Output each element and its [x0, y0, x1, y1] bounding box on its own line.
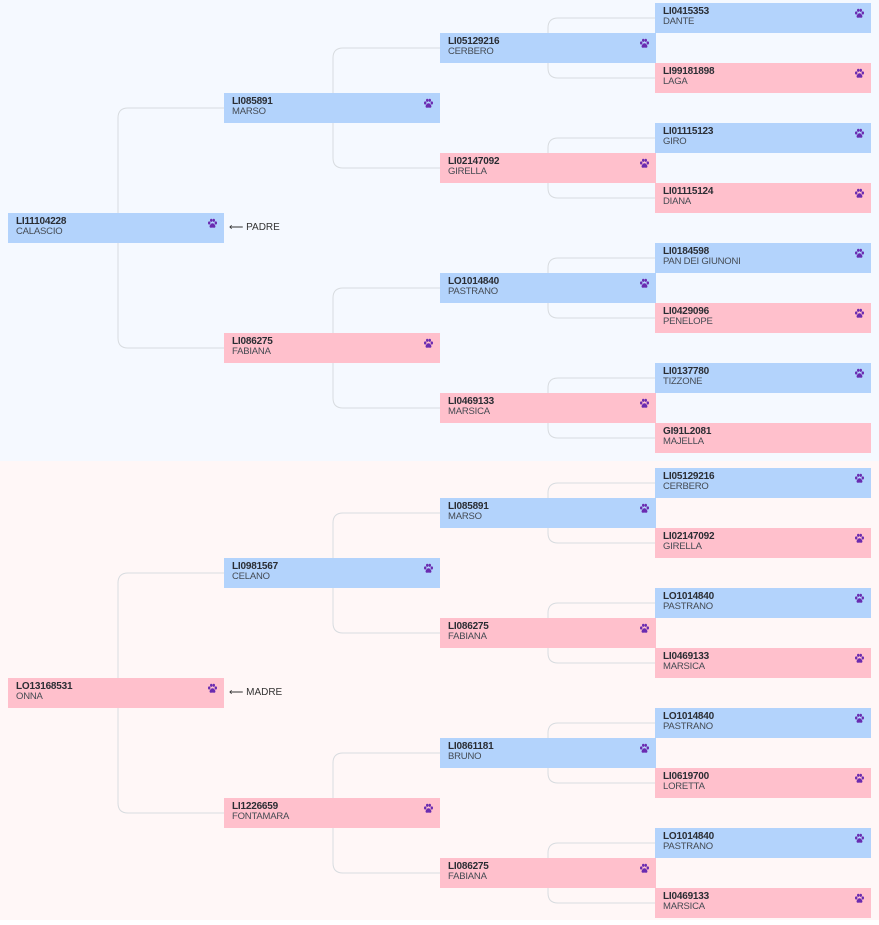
- dog-code: LO1014840: [448, 276, 500, 287]
- dog-code: LI085891: [448, 501, 489, 512]
- dog-code: LI02147092: [663, 531, 715, 542]
- dog-name: MARSICA: [448, 406, 490, 417]
- dog-code: LI0981567: [232, 561, 279, 572]
- dam-g2-card[interactable]: [440, 858, 656, 888]
- dog-name: ONNA: [16, 691, 43, 702]
- dam-g2-card[interactable]: [440, 738, 656, 768]
- dam-g3-card[interactable]: [655, 468, 871, 498]
- dog-name: GIRELLA: [448, 166, 487, 177]
- paw-icon[interactable]: [854, 368, 865, 379]
- dog-code: LI05129216: [663, 471, 715, 482]
- paw-icon[interactable]: [639, 278, 650, 289]
- paw-icon[interactable]: [854, 713, 865, 724]
- paw-icon[interactable]: [854, 473, 865, 484]
- sire-g3-card[interactable]: [655, 303, 871, 333]
- dog-code: LO1014840: [663, 711, 715, 722]
- paw-icon[interactable]: [639, 863, 650, 874]
- paw-icon[interactable]: [854, 653, 865, 664]
- dog-name: FONTAMARA: [232, 811, 290, 822]
- sire-g3-card[interactable]: [655, 3, 871, 33]
- dam-g1-card[interactable]: [224, 558, 440, 588]
- sire-g3-card[interactable]: [655, 183, 871, 213]
- dam-g2-card[interactable]: [440, 498, 656, 528]
- dam-g3-card[interactable]: [655, 588, 871, 618]
- dog-name: GIRO: [663, 136, 687, 147]
- sire-g2-card[interactable]: [440, 33, 656, 63]
- paw-icon[interactable]: [423, 803, 434, 814]
- dog-name: GIRELLA: [663, 541, 702, 552]
- dog-name: LAGA: [663, 76, 688, 87]
- dog-name: DANTE: [663, 16, 695, 27]
- dog-name: PAN DEI GIUNONI: [663, 256, 741, 267]
- dam-g1-card[interactable]: [224, 798, 440, 828]
- dog-code: LI0184598: [663, 246, 710, 257]
- dog-code: LI086275: [232, 336, 273, 347]
- paw-icon[interactable]: [854, 68, 865, 79]
- paw-icon[interactable]: [854, 893, 865, 904]
- dog-name: PASTRANO: [663, 601, 713, 612]
- subject-dam-card[interactable]: [8, 678, 224, 708]
- paw-icon[interactable]: [207, 683, 218, 694]
- dam-label: ⟵ MADRE: [229, 687, 283, 698]
- dog-name: PASTRANO: [663, 721, 713, 732]
- paw-icon[interactable]: [854, 533, 865, 544]
- dog-name: BRUNO: [448, 751, 482, 762]
- dog-name: MARSICA: [663, 661, 705, 672]
- dog-name: CERBERO: [448, 46, 494, 57]
- sire-g3-card[interactable]: [655, 363, 871, 393]
- dog-name: CALASCIO: [16, 226, 63, 237]
- dog-name: TIZZONE: [663, 376, 703, 387]
- paw-icon[interactable]: [854, 128, 865, 139]
- dam-g3-card[interactable]: [655, 768, 871, 798]
- dog-code: LI99181898: [663, 66, 715, 77]
- paw-icon[interactable]: [639, 398, 650, 409]
- dog-code: LO1014840: [663, 831, 715, 842]
- dog-code: LI02147092: [448, 156, 500, 167]
- paw-icon[interactable]: [854, 188, 865, 199]
- sire-g2-card[interactable]: [440, 393, 656, 423]
- dog-code: LI0469133: [663, 651, 710, 662]
- sire-g3-card[interactable]: [655, 123, 871, 153]
- dog-name: CERBERO: [663, 481, 709, 492]
- dog-code: LI0469133: [448, 396, 495, 407]
- dog-code: LI0861181: [448, 741, 494, 752]
- dam-g2-card[interactable]: [440, 618, 656, 648]
- sire-label: ⟵ PADRE: [229, 222, 280, 233]
- paw-icon[interactable]: [639, 743, 650, 754]
- sire-g3-card[interactable]: [655, 243, 871, 273]
- sire-g2-card[interactable]: [440, 153, 656, 183]
- dog-code: LI0137780: [663, 366, 710, 377]
- dog-name: MARSO: [232, 106, 266, 117]
- dam-g3-card[interactable]: [655, 708, 871, 738]
- sire-g3-card[interactable]: [655, 423, 871, 453]
- sire-g1-card[interactable]: [224, 333, 440, 363]
- paw-icon[interactable]: [854, 773, 865, 784]
- dog-code: GI91L2081: [663, 426, 712, 437]
- dog-name: LORETTA: [663, 781, 705, 792]
- dog-code: LO1014840: [663, 591, 715, 602]
- dog-code: LI085891: [232, 96, 273, 107]
- paw-icon[interactable]: [854, 593, 865, 604]
- paw-icon[interactable]: [854, 248, 865, 259]
- dog-name: FABIANA: [232, 346, 271, 357]
- dog-name: PASTRANO: [448, 286, 498, 297]
- dog-code: LI0415353: [663, 6, 710, 17]
- paw-icon[interactable]: [639, 503, 650, 514]
- dam-g3-card[interactable]: [655, 828, 871, 858]
- dog-code: LI11104228: [16, 216, 67, 227]
- dog-name: MARSO: [448, 511, 482, 522]
- dog-name: MARSICA: [663, 901, 705, 912]
- sire-g3-card[interactable]: [655, 63, 871, 93]
- dog-name: MAJELLA: [663, 436, 704, 447]
- dog-code: LI05129216: [448, 36, 500, 47]
- dog-name: PASTRANO: [663, 841, 713, 852]
- dog-name: DIANA: [663, 196, 692, 207]
- dog-name: CELANO: [232, 571, 270, 582]
- dog-code: LI086275: [448, 861, 489, 872]
- paw-icon[interactable]: [207, 218, 218, 229]
- dog-name: FABIANA: [448, 871, 487, 882]
- dam-g3-card[interactable]: [655, 648, 871, 678]
- paw-icon[interactable]: [639, 623, 650, 634]
- paw-icon[interactable]: [639, 158, 650, 169]
- dog-code: LI0429096: [663, 306, 710, 317]
- paw-icon[interactable]: [854, 308, 865, 319]
- paw-icon[interactable]: [423, 563, 434, 574]
- dog-code: LI086275: [448, 621, 489, 632]
- dog-code: LO13168531: [16, 681, 73, 692]
- paw-icon[interactable]: [423, 338, 434, 349]
- sire-g1-card[interactable]: [224, 93, 440, 123]
- paw-icon[interactable]: [639, 38, 650, 49]
- subject-sire-card[interactable]: [8, 213, 224, 243]
- dog-code: LI01115123: [663, 126, 714, 137]
- paw-icon[interactable]: [854, 833, 865, 844]
- paw-icon[interactable]: [854, 8, 865, 19]
- dog-name: FABIANA: [448, 631, 487, 642]
- dog-code: LI01115124: [663, 186, 714, 197]
- dam-g3-card[interactable]: [655, 888, 871, 918]
- dog-name: PENELOPE: [663, 316, 713, 327]
- dam-g3-card[interactable]: [655, 528, 871, 558]
- dog-code: LI0469133: [663, 891, 710, 902]
- dog-code: LI0619700: [663, 771, 710, 782]
- paw-icon[interactable]: [423, 98, 434, 109]
- sire-g2-card[interactable]: [440, 273, 656, 303]
- dog-code: LI1226659: [232, 801, 279, 812]
